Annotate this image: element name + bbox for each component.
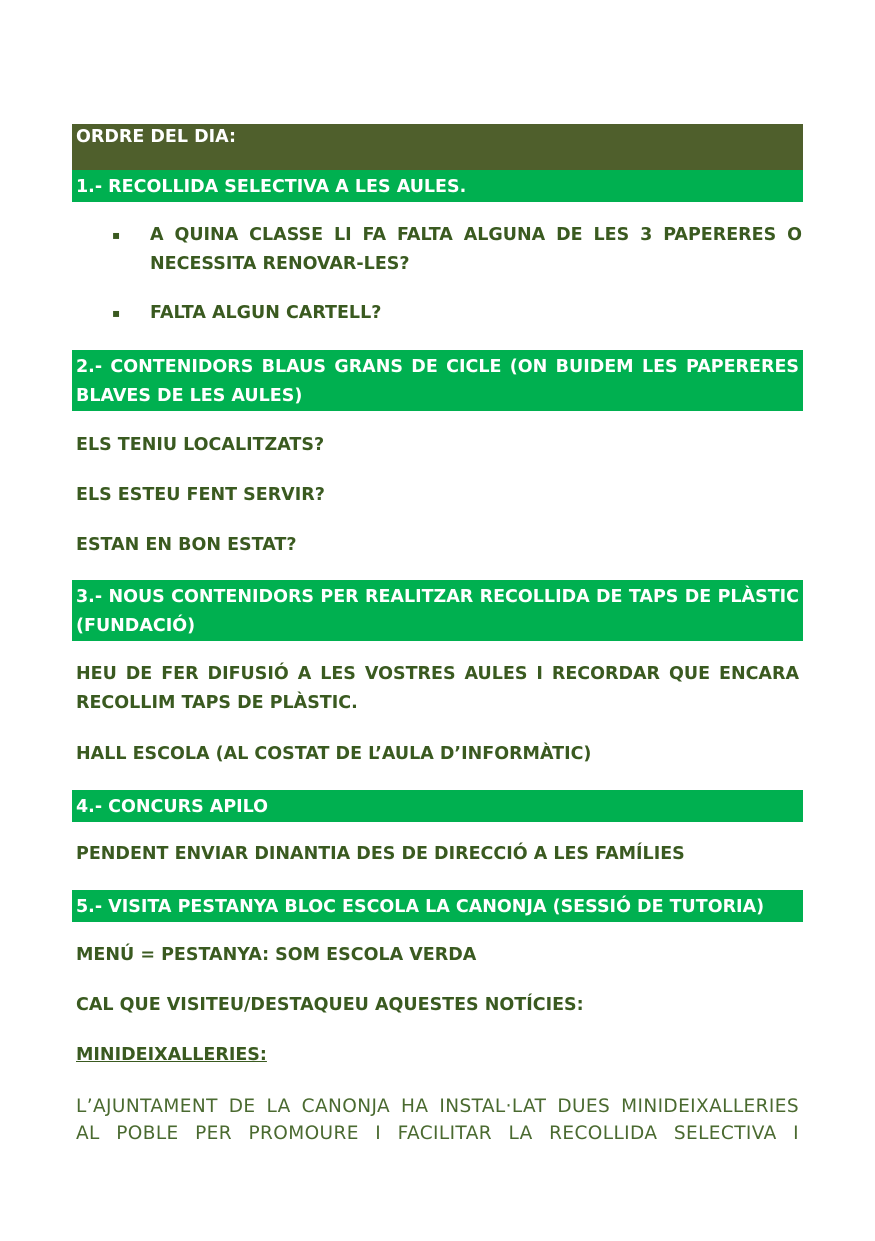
- section-3-heading: 3.- NOUS CONTENIDORS PER REALITZAR RECOLLIDA DE TAPS DE PLÀSTIC (FUNDACIÓ): [72, 580, 803, 641]
- body-line: AL POBLE PER PROMOURE I FACILITAR LA RECOLLIDA SELECTIVA I: [76, 1123, 799, 1144]
- bullet-icon: ▪: [112, 306, 121, 320]
- body-line: L’AJUNTAMENT DE LA CANONJA HA INSTAL·LAT DUES MINIDEIXALLERIES: [76, 1096, 799, 1117]
- paragraph: ELS ESTEU FENT SERVIR?: [76, 485, 325, 505]
- paragraph: CAL QUE VISITEU/DESTAQUEU AQUESTES NOTÍCIES:: [76, 995, 584, 1015]
- paragraph: HALL ESCOLA (AL COSTAT DE L’AULA D’INFORMÀTIC): [76, 744, 592, 764]
- section-1-heading: 1.- RECOLLIDA SELECTIVA A LES AULES.: [72, 170, 803, 202]
- paragraph: ESTAN EN BON ESTAT?: [76, 535, 297, 555]
- list-item-text: A QUINA CLASSE LI FA FALTA ALGUNA DE LES 3 PAPERERES O NECESSITA RENOVAR-LES?: [150, 225, 802, 274]
- section-2-heading: 2.- CONTENIDORS BLAUS GRANS DE CICLE (ON BUIDEM LES PAPERERES BLAVES DE LES AULES): [72, 350, 803, 411]
- section-4-heading: 4.- CONCURS APILO: [72, 790, 803, 822]
- paragraph: MENÚ = PESTANYA: SOM ESCOLA VERDA: [76, 945, 477, 965]
- section-5-heading: 5.- VISITA PESTANYA BLOC ESCOLA LA CANONJA (SESSIÓ DE TUTORIA): [72, 890, 803, 922]
- list-item: [112, 299, 802, 328]
- paragraph: HEU DE FER DIFUSIÓ A LES VOSTRES AULES I RECORDAR QUE ENCARA RECOLLIM TAPS DE PLÀSTIC.: [76, 664, 799, 713]
- agenda-title: ORDRE DEL DIA:: [72, 124, 803, 170]
- subheading: MINIDEIXALLERIES:: [76, 1045, 267, 1065]
- paragraph: ELS TENIU LOCALITZATS?: [76, 435, 325, 455]
- list-item: [112, 221, 802, 279]
- bullet-icon: ▪: [112, 228, 121, 242]
- list-item-text: FALTA ALGUN CARTELL?: [150, 303, 382, 323]
- paragraph: PENDENT ENVIAR DINANTIA DES DE DIRECCIÓ A LES FAMÍLIES: [76, 844, 685, 864]
